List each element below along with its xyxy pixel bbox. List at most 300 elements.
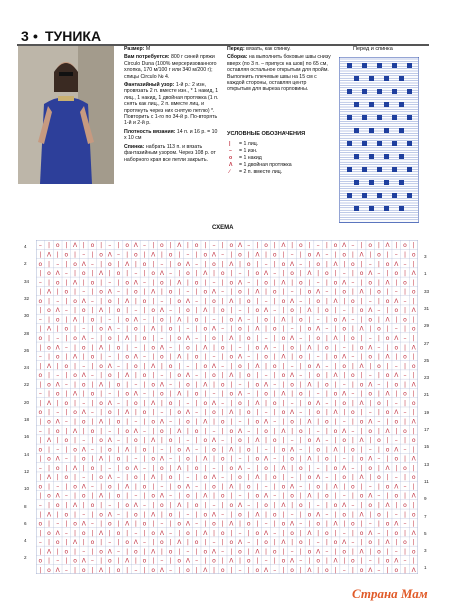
chart-symbol: | xyxy=(247,307,250,315)
chart-symbol: | xyxy=(369,548,372,556)
chart-symbol: | xyxy=(39,381,42,389)
chart-symbol: Λ xyxy=(307,381,312,389)
pattern-block xyxy=(354,76,359,81)
legend-item xyxy=(229,155,262,161)
chart-symbol: | xyxy=(412,502,415,510)
chart-symbol: o xyxy=(64,251,69,259)
chart-symbol: o xyxy=(64,511,69,519)
chart-symbol: | xyxy=(152,353,155,361)
chart-symbol: Λ xyxy=(385,353,390,361)
chart-symbol: Λ xyxy=(125,409,130,417)
chart-symbol: | xyxy=(169,464,172,472)
chart-symbol: Λ xyxy=(333,260,338,268)
chart-symbol: o xyxy=(298,353,303,361)
chart-symbol: Λ xyxy=(81,446,86,454)
chart-symbol: – xyxy=(38,242,42,250)
chart-symbol: Λ xyxy=(203,566,208,574)
chart-symbol: – xyxy=(82,511,86,519)
pattern-block xyxy=(347,193,352,198)
chart-symbol: | xyxy=(403,399,406,407)
chart-symbol: | xyxy=(204,520,207,528)
chart-symbol: – xyxy=(247,502,251,510)
chart-symbol: Λ xyxy=(99,307,104,315)
chart-symbol: | xyxy=(325,335,328,343)
chart-symbol: | xyxy=(82,390,85,398)
chart-symbol: Λ xyxy=(203,418,208,426)
pattern-block xyxy=(347,89,352,94)
chart-symbol: Λ xyxy=(359,437,364,445)
chart-symbol: | xyxy=(325,297,328,305)
chart-symbol: – xyxy=(195,260,199,268)
chart-symbol: o xyxy=(246,520,251,528)
chart-symbol: | xyxy=(91,270,94,278)
chart-symbol: Λ xyxy=(316,511,321,519)
chart-symbol: Λ xyxy=(411,418,416,426)
chart-symbol: o xyxy=(333,502,338,510)
chart-symbol: – xyxy=(212,353,216,361)
chart-symbol: | xyxy=(178,492,181,500)
chart-symbol: | xyxy=(195,418,198,426)
row-number: 20 xyxy=(24,399,30,405)
chart-symbol: | xyxy=(56,362,59,370)
chart-symbol: o xyxy=(403,390,407,398)
materials-text: 800 г синей пряжи Circulo Duna (100% мерсеризованного хлопка, 170 м/100 г или 340 м/200 г); спицы Circulo № 4. xyxy=(124,54,217,80)
chart-symbol: – xyxy=(195,297,199,305)
chart-symbol: | xyxy=(369,511,372,519)
chart-symbol: – xyxy=(377,270,381,278)
chart-symbol: o xyxy=(55,427,60,435)
chart-symbol: Λ xyxy=(125,446,130,454)
chart-symbol: – xyxy=(90,409,94,417)
chart-symbol: Λ xyxy=(151,474,156,482)
chart-symbol: o xyxy=(377,548,381,556)
chart-symbol: o xyxy=(47,492,51,500)
chart-symbol: o xyxy=(194,353,199,361)
chart-symbol: | xyxy=(221,335,224,343)
chart-symbol: o xyxy=(246,372,251,380)
chart-symbol: Λ xyxy=(264,344,269,352)
chart-symbol: – xyxy=(273,455,277,463)
chart-symbol: | xyxy=(403,362,406,370)
chart-symbol: o xyxy=(134,548,138,556)
chart-symbol: Λ xyxy=(290,372,295,380)
chart-symbol: – xyxy=(351,390,355,398)
chart-symbol: Λ xyxy=(55,270,60,278)
chart-symbol: | xyxy=(39,474,42,482)
chart-symbol: – xyxy=(169,344,173,352)
chart-symbol: – xyxy=(247,316,251,324)
chart-symbol: Λ xyxy=(125,335,130,343)
chart-symbol: o xyxy=(81,566,86,574)
chart-symbol: | xyxy=(403,492,406,500)
legend-item xyxy=(229,162,292,168)
chart-symbol: | xyxy=(334,251,337,259)
chart-symbol: o xyxy=(264,279,268,287)
chart-symbol: o xyxy=(134,325,138,333)
chart-symbol: | xyxy=(351,548,354,556)
chart-symbol: | xyxy=(56,399,59,407)
chart-symbol: – xyxy=(342,418,346,426)
chart-symbol: o xyxy=(47,344,51,352)
chart-symbol: – xyxy=(186,288,190,296)
chart-symbol: o xyxy=(298,242,303,250)
chart-symbol: o xyxy=(342,288,347,296)
chart-symbol: – xyxy=(221,399,225,407)
chart-symbol: | xyxy=(386,548,389,556)
chart-symbol: Λ xyxy=(177,353,182,361)
chart-symbol: | xyxy=(299,418,302,426)
chart-symbol: | xyxy=(91,399,94,407)
chart-symbol: | xyxy=(377,464,380,472)
chart-symbol: | xyxy=(221,242,224,250)
chart-symbol: – xyxy=(90,557,94,565)
chart-symbol: | xyxy=(117,557,120,565)
chart-symbol: Λ xyxy=(73,464,78,472)
chart-symbol: o xyxy=(203,325,208,333)
chart-symbol: o xyxy=(316,446,320,454)
chart-symbol: o xyxy=(73,557,77,565)
chart-symbol: | xyxy=(343,335,346,343)
chart-symbol: o xyxy=(38,409,43,417)
chart-symbol: Λ xyxy=(359,325,364,333)
pattern-block xyxy=(392,63,397,68)
chart-symbol: o xyxy=(203,362,208,370)
pattern-block xyxy=(407,167,412,172)
chart-symbol: | xyxy=(377,242,380,250)
chart-symbol: Λ xyxy=(342,316,347,324)
chart-symbol: | xyxy=(256,390,259,398)
chart-symbol: Λ xyxy=(307,344,312,352)
chart-symbol: – xyxy=(38,390,42,398)
chart-symbol: Λ xyxy=(125,260,130,268)
chart-symbol: Λ xyxy=(159,455,164,463)
chart-symbol: | xyxy=(143,548,146,556)
chart-symbol: o xyxy=(342,399,347,407)
chart-symbol: | xyxy=(325,502,328,510)
chart-symbol: – xyxy=(351,242,355,250)
chart-symbol: Λ xyxy=(411,270,416,278)
chart-symbol: o xyxy=(272,288,277,296)
chart-symbol: | xyxy=(343,483,346,491)
legend-text: = 1 изн. xyxy=(239,148,258,154)
chart-symbol: o xyxy=(342,362,347,370)
chart-symbol: o xyxy=(385,260,390,268)
chart-symbol: o xyxy=(55,279,60,287)
chart-symbol: o xyxy=(177,520,182,528)
chart-symbol: | xyxy=(412,446,415,454)
chart-symbol: o xyxy=(281,260,286,268)
purl-symbol: – xyxy=(229,148,232,154)
chart-symbol: Λ xyxy=(133,316,138,324)
chart-symbol: | xyxy=(204,260,207,268)
chart-symbol: – xyxy=(273,344,277,352)
chart-symbol: o xyxy=(290,455,294,463)
chart-symbol: o xyxy=(385,409,390,417)
chart-symbol: o xyxy=(134,399,138,407)
chart-symbol: | xyxy=(299,529,302,537)
row-number: 26 xyxy=(24,347,30,353)
chart-symbol: o xyxy=(220,344,225,352)
chart-symbol: o xyxy=(333,427,338,435)
chart-symbol: o xyxy=(194,502,199,510)
chart-symbol: | xyxy=(325,242,328,250)
chart-symbol: – xyxy=(56,557,60,565)
chart-symbol: | xyxy=(334,529,337,537)
chart-symbol: | xyxy=(273,446,276,454)
chart-symbol: o xyxy=(81,455,86,463)
chart-symbol: | xyxy=(386,529,389,537)
chart-symbol: Λ xyxy=(411,344,416,352)
chart-symbol: – xyxy=(342,455,346,463)
chart-symbol: o xyxy=(255,566,260,574)
chart-symbol: o xyxy=(377,325,381,333)
row-number: 23 xyxy=(424,375,430,381)
chart-symbol: – xyxy=(264,260,268,268)
chart-symbol: | xyxy=(325,446,328,454)
chart-symbol: | xyxy=(412,260,415,268)
pattern-block xyxy=(347,167,352,172)
chart-symbol: | xyxy=(403,455,406,463)
chart-symbol: o xyxy=(160,279,164,287)
chart-symbol: | xyxy=(386,492,389,500)
chart-symbol: | xyxy=(212,566,215,574)
chart-symbol: | xyxy=(351,270,354,278)
chart-symbol: o xyxy=(47,307,51,315)
chart-symbol: | xyxy=(91,474,94,482)
chart-symbol: o xyxy=(325,529,329,537)
chart-symbol: | xyxy=(126,399,129,407)
chart-symbol: | xyxy=(91,251,94,259)
chart-symbol: | xyxy=(39,566,42,574)
chart-symbol: | xyxy=(160,437,163,445)
chart-symbol: – xyxy=(56,297,60,305)
chart-symbol: o xyxy=(368,242,373,250)
chart-symbol: Λ xyxy=(333,446,338,454)
chart-symbol: | xyxy=(48,539,51,547)
size-label: Размер: xyxy=(124,46,145,52)
chart-symbol: | xyxy=(273,316,276,324)
chart-symbol: Λ xyxy=(99,418,104,426)
chart-symbol: Λ xyxy=(125,557,130,565)
chart-symbol: o xyxy=(99,399,103,407)
chart-symbol: o xyxy=(325,344,329,352)
chart-symbol: | xyxy=(351,437,354,445)
chart-symbol: o xyxy=(194,427,199,435)
chart-symbol: | xyxy=(308,242,311,250)
chart-symbol: | xyxy=(212,418,215,426)
chart-symbol: Λ xyxy=(99,529,104,537)
chart-symbol: o xyxy=(134,474,138,482)
chart-symbol: o xyxy=(151,455,156,463)
chart-symbol: | xyxy=(403,548,406,556)
chart-symbol: – xyxy=(212,242,216,250)
chart-symbol: Λ xyxy=(342,464,347,472)
chart-symbol: – xyxy=(56,483,60,491)
chart-symbol: | xyxy=(256,316,259,324)
chart-symbol: | xyxy=(126,511,129,519)
chart-symbol: | xyxy=(317,270,320,278)
chart-symbol: Λ xyxy=(99,455,104,463)
chart-symbol: | xyxy=(204,464,207,472)
pattern-block xyxy=(384,76,389,81)
chart-symbol: Λ xyxy=(290,260,295,268)
chart-symbol: Λ xyxy=(46,548,52,556)
chart-symbol: | xyxy=(108,344,111,352)
chart-symbol: o xyxy=(229,279,234,287)
chart-symbol: | xyxy=(273,502,276,510)
pattern-block xyxy=(354,206,359,211)
pattern-block xyxy=(407,115,412,120)
chart-symbol: | xyxy=(282,288,285,296)
chart-symbol: o xyxy=(359,529,364,537)
chart-symbol: o xyxy=(116,381,121,389)
chart-symbol: | xyxy=(308,372,311,380)
chart-symbol: o xyxy=(55,242,60,250)
chart-symbol: | xyxy=(204,242,207,250)
chart-symbol: – xyxy=(186,548,190,556)
section-bullet: • xyxy=(33,28,38,44)
chart-symbol: Λ xyxy=(307,270,312,278)
chart-symbol: | xyxy=(178,418,181,426)
chart-symbol: Λ xyxy=(264,566,269,574)
chart-symbol: o xyxy=(194,464,199,472)
chart-symbol: o xyxy=(325,418,329,426)
chart-symbol: – xyxy=(116,325,120,333)
chart-symbol: | xyxy=(299,362,302,370)
chart-symbol: | xyxy=(308,335,311,343)
chart-symbol: o xyxy=(220,566,225,574)
chart-symbol: Λ xyxy=(229,557,234,565)
chart-symbol: | xyxy=(126,325,129,333)
chart-symbol: Λ xyxy=(255,437,260,445)
chart-symbol: | xyxy=(334,399,337,407)
chart-symbol: | xyxy=(143,344,146,352)
chart-symbol: o xyxy=(194,316,199,324)
chart-symbol: | xyxy=(169,483,172,491)
chart-symbol: o xyxy=(116,307,121,315)
chart-symbol: o xyxy=(90,539,95,547)
chart-symbol: | xyxy=(395,390,398,398)
chart-symbol: Λ xyxy=(229,372,234,380)
chart-symbol: | xyxy=(334,437,337,445)
chart-symbol: | xyxy=(308,520,311,528)
chart-symbol: | xyxy=(377,260,380,268)
chart-symbol: o xyxy=(186,529,190,537)
chart-symbol: | xyxy=(117,427,120,435)
chart-symbol: o xyxy=(246,409,251,417)
chart-symbol: | xyxy=(360,335,363,343)
legend-text: = 1 накид xyxy=(239,155,262,161)
chart-symbol: | xyxy=(412,539,415,547)
chart-symbol: Λ xyxy=(211,399,217,407)
chart-symbol: – xyxy=(394,474,398,482)
chart-symbol: | xyxy=(39,251,42,259)
pattern-block xyxy=(362,167,367,172)
chart-symbol: | xyxy=(334,474,337,482)
chart-symbol: Λ xyxy=(185,372,190,380)
chart-symbol: o xyxy=(151,529,156,537)
chart-symbol: – xyxy=(108,279,112,287)
chart-symbol: – xyxy=(290,474,294,482)
front-text: вязать, как спинку. xyxy=(244,46,291,52)
chart-symbol: | xyxy=(221,557,224,565)
chart-symbol: | xyxy=(39,344,42,352)
chart-symbol: o xyxy=(377,511,381,519)
chart-symbol: | xyxy=(403,566,406,574)
chart-symbol: | xyxy=(273,409,276,417)
chart-symbol: Λ xyxy=(385,279,390,287)
chart-symbol: Λ xyxy=(281,353,286,361)
chart-symbol: o xyxy=(290,418,294,426)
chart-symbol: | xyxy=(143,474,146,482)
chart-symbol: Λ xyxy=(237,353,243,361)
chart-symbol: o xyxy=(55,316,60,324)
chart-symbol: | xyxy=(395,353,398,361)
chart-symbol: – xyxy=(108,464,112,472)
chart-symbol: | xyxy=(91,511,94,519)
chart-symbol: | xyxy=(65,353,68,361)
chart-symbol: | xyxy=(100,557,103,565)
chart-symbol: o xyxy=(307,251,312,259)
chart-symbol: o xyxy=(186,455,190,463)
chart-symbol: o xyxy=(142,297,147,305)
chart-symbol: | xyxy=(39,307,42,315)
chart-symbol: Λ xyxy=(81,520,86,528)
chart-symbol: | xyxy=(256,483,259,491)
chart-symbol: | xyxy=(195,455,198,463)
chart-symbol: o xyxy=(307,511,312,519)
chart-symbol: | xyxy=(325,557,328,565)
chart-symbol: Λ xyxy=(368,529,373,537)
chart-symbol: – xyxy=(116,399,120,407)
chart-symbol: – xyxy=(247,390,251,398)
chart-symbol: | xyxy=(299,381,302,389)
chart-symbol: – xyxy=(186,399,190,407)
chart-symbol: | xyxy=(117,353,120,361)
chart-symbol: | xyxy=(403,251,406,259)
chart-symbol: | xyxy=(325,279,328,287)
chart-symbol: Λ xyxy=(290,409,295,417)
chart-symbol: o xyxy=(238,548,242,556)
chart-symbol: – xyxy=(64,344,68,352)
chart-symbol: | xyxy=(412,353,415,361)
chart-symbol: – xyxy=(143,353,147,361)
chart-symbol: o xyxy=(168,474,173,482)
chart-symbol: | xyxy=(204,279,207,287)
chart-symbol: o xyxy=(55,502,60,510)
assembly-label: Сборка: xyxy=(227,54,248,61)
chart-symbol: o xyxy=(377,474,381,482)
chart-symbol: o xyxy=(307,288,312,296)
chart-symbol: – xyxy=(38,539,42,547)
chart-symbol: | xyxy=(56,325,59,333)
chart-symbol: | xyxy=(369,474,372,482)
chart-symbol: Λ xyxy=(411,566,416,574)
chart-symbol: Λ xyxy=(73,242,78,250)
chart-symbol: – xyxy=(38,464,42,472)
chart-symbol: | xyxy=(74,492,77,500)
chart-symbol: | xyxy=(377,557,380,565)
chart-symbol: o xyxy=(212,260,216,268)
chart-symbol: | xyxy=(299,566,302,574)
chart-symbol: | xyxy=(317,566,320,574)
chart-symbol: o xyxy=(99,437,103,445)
chart-symbol: – xyxy=(212,316,216,324)
chart-symbol: | xyxy=(65,464,68,472)
chart-symbol: | xyxy=(143,566,146,574)
chart-symbol: | xyxy=(377,483,380,491)
chart-symbol: Λ xyxy=(333,483,338,491)
